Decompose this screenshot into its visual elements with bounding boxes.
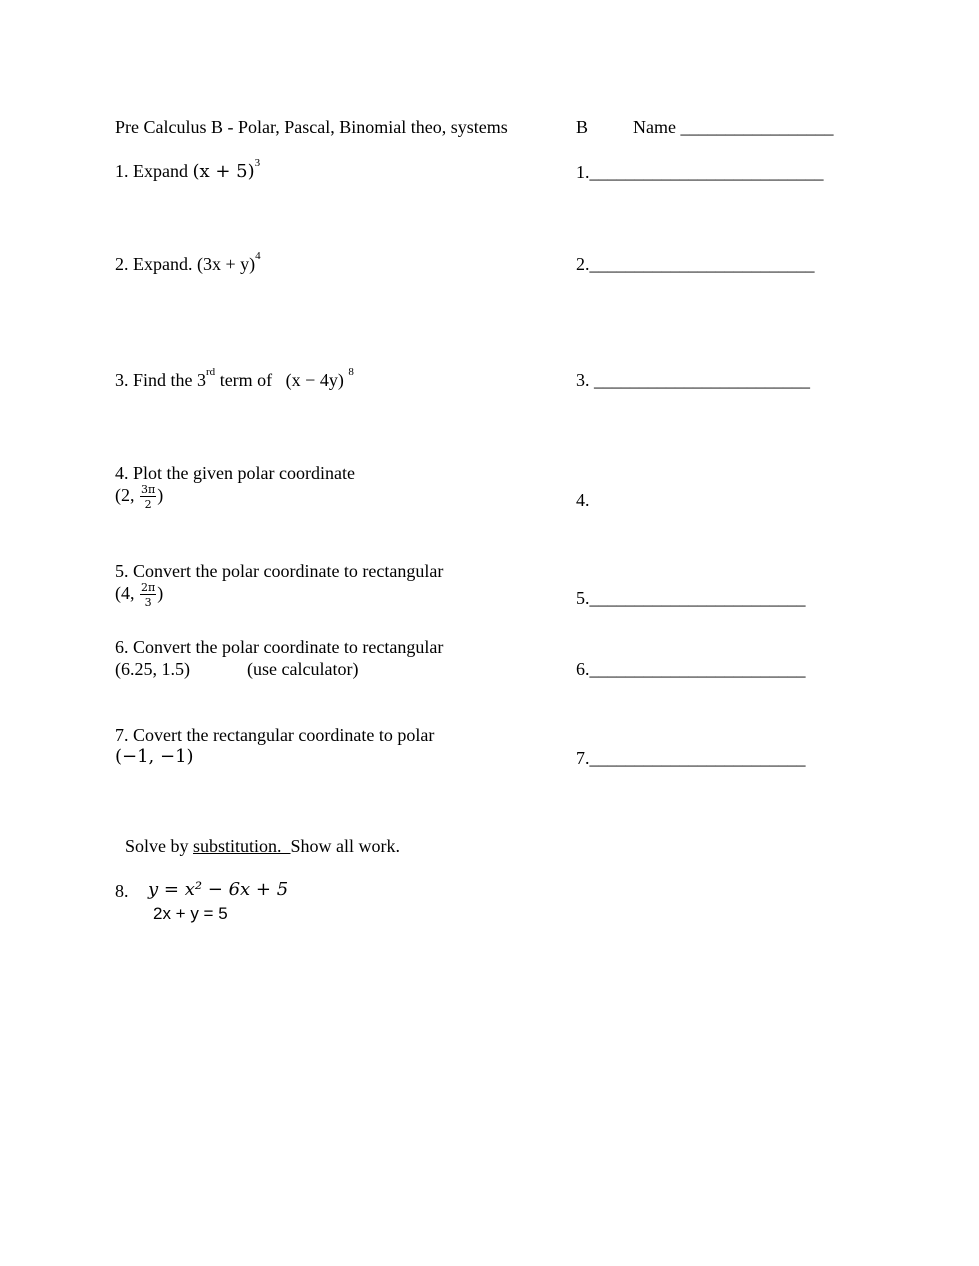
question-3-label-after: term of [215, 370, 277, 390]
question-1 [115, 157, 261, 182]
answer-line-6: 6.________________________ [576, 659, 806, 679]
question-8-equation-1: y = x² − 6x + 5 [148, 879, 289, 900]
question-7-label: 7. Covert the rectangular coordinate to polar [115, 725, 435, 745]
question-5-frac-numerator: 2π [141, 581, 156, 594]
question-4-fraction [140, 484, 156, 510]
answer-line-1: 1.__________________________ [576, 162, 824, 182]
question-6-coordinate: (6.25, 1.5) [115, 659, 190, 679]
question-4-coord-open: (2, [115, 485, 139, 506]
version-label: B [576, 117, 589, 137]
question-4-frac-numerator: 3π [141, 483, 156, 496]
question-5-coord-open: (4, [115, 583, 139, 604]
substitution-method: substitution. [193, 836, 291, 856]
question-5-frac-denominator: 3 [144, 596, 152, 609]
worksheet-title: Pre Calculus B - Polar, Pascal, Binomial theo, systems [115, 117, 508, 137]
answer-line-3: 3. ________________________ [576, 370, 810, 390]
answer-line-2: 2._________________________ [576, 254, 815, 274]
question-5-fraction [140, 582, 156, 608]
substitution-prefix: Solve by [125, 836, 194, 856]
question-1-exponent: 3 [254, 157, 261, 169]
question-3-ordinal: rd [206, 366, 216, 378]
question-2-label: 2. Expand. [115, 254, 197, 274]
question-2-expression: (3x + y) [196, 254, 256, 274]
question-5-label: 5. Convert the polar coordinate to rectangular [115, 561, 444, 581]
answer-line-7: 7.________________________ [576, 748, 806, 768]
question-4-coordinate [115, 484, 163, 510]
question-4-frac-denominator: 2 [144, 498, 152, 511]
question-1-label: 1. Expand [115, 161, 193, 181]
question-4-label: 4. Plot the given polar coordinate [115, 463, 355, 483]
answer-line-4: 4. [576, 490, 590, 510]
question-3-exponent: 8 [348, 366, 354, 378]
question-4-coord-close: ) [157, 485, 164, 506]
question-2 [115, 250, 261, 274]
name-field: Name _________________ [633, 117, 834, 137]
question-3-expression: (x − 4y) [285, 370, 344, 390]
question-5-coordinate [115, 582, 163, 608]
substitution-instructions [125, 837, 400, 855]
question-1-expression: (x + 5) [192, 161, 255, 182]
question-3-label: 3. Find the 3 [115, 370, 207, 390]
question-7-coordinate: (−1, −1) [115, 746, 194, 767]
question-6-note: (use calculator) [247, 659, 359, 679]
question-5-coord-close: ) [157, 583, 164, 604]
substitution-suffix: Show all work. [290, 836, 401, 856]
question-6-label: 6. Convert the polar coordinate to rectangular [115, 637, 444, 657]
question-3 [115, 366, 354, 390]
question-2-exponent: 4 [255, 250, 261, 262]
question-8-number: 8. [115, 881, 129, 901]
answer-line-5: 5.________________________ [576, 588, 806, 608]
question-8-equation-2: 2x + y = 5 [153, 904, 228, 923]
